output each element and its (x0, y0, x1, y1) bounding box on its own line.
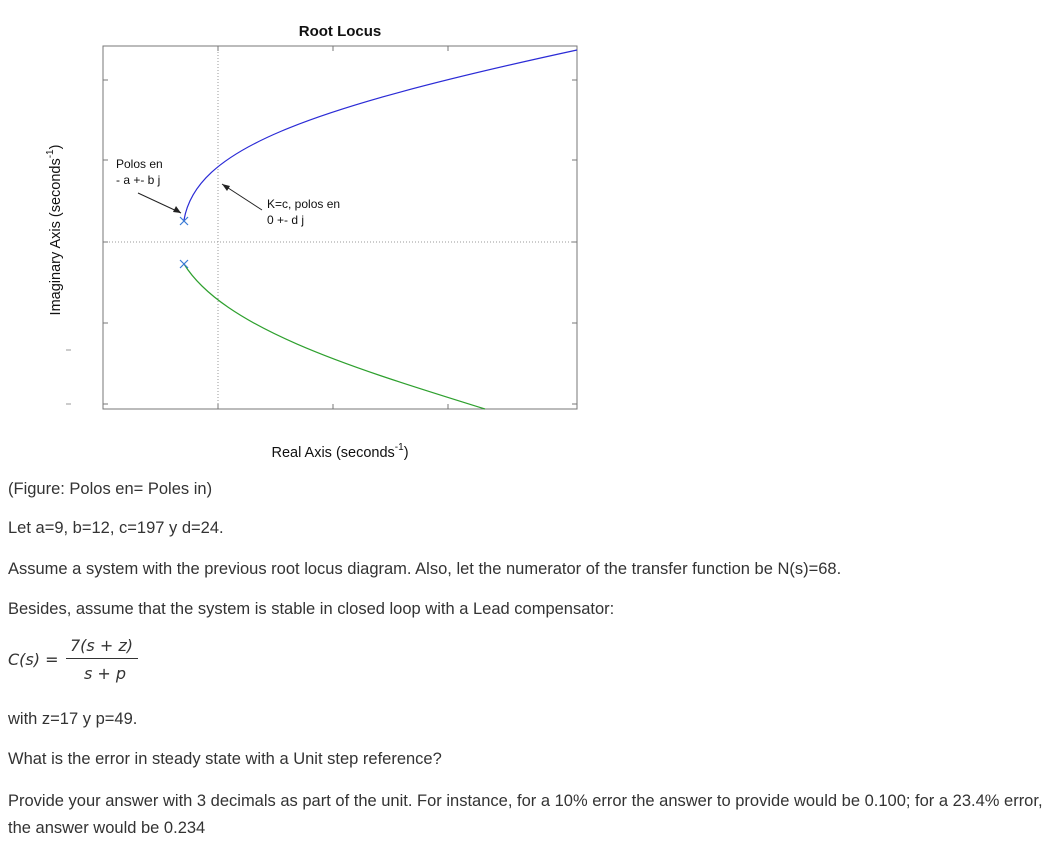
answer-instructions-text: Provide your answer with 3 decimals as part of the unit. For instance, for a 10% error the answer to provide would be 0.100; for a 23.4% error, the answer would be 0.234 (8, 792, 1043, 837)
figure-title: Root Locus (298, 23, 382, 40)
gain-annotation-line2: 0 +- d j (267, 213, 305, 227)
formula-numerator: 7(s + z) (70, 636, 133, 655)
question-text: What is the error in steady state with a Unit step reference? (8, 750, 442, 768)
plot-frame (103, 46, 577, 409)
lead-compensator-formula (8, 636, 148, 686)
x-axis-label: Real Axis (seconds$^{-1}$) (271, 442, 409, 461)
assumption-text: Assume a system with the previous root locus diagram. Also, let the numerator of the transfer function be N(s)=68. (8, 560, 842, 578)
upper-locus-branch (184, 50, 577, 220)
compensator-intro-text: Besides, assume that the system is stable in closed loop with a Lead compensator: (8, 600, 615, 618)
formula-denominator: s + p (84, 664, 127, 683)
formula-lhs: C(s) = (8, 650, 59, 669)
poles-annotation-line1: Polos en (116, 157, 163, 171)
poles-annotation-line2: - a +- b j (116, 173, 161, 187)
y-tick-stubs (66, 350, 71, 404)
y-axis-label: Imaginary Axis (seconds$^{-1}$) (45, 144, 64, 316)
tick-marks (103, 46, 577, 409)
lower-locus-branch (184, 264, 485, 409)
gain-annotation-line1: K=c, polos en (267, 197, 341, 211)
open-loop-pole-lower-marker (180, 260, 188, 268)
zero-pole-values-text: with z=17 y p=49. (8, 710, 138, 728)
parameters-text: Let a=9, b=12, c=197 y d=24. (8, 519, 224, 537)
fraction-bar (66, 658, 138, 659)
figure-caption: (Figure: Polos en= Poles in) (8, 480, 213, 498)
